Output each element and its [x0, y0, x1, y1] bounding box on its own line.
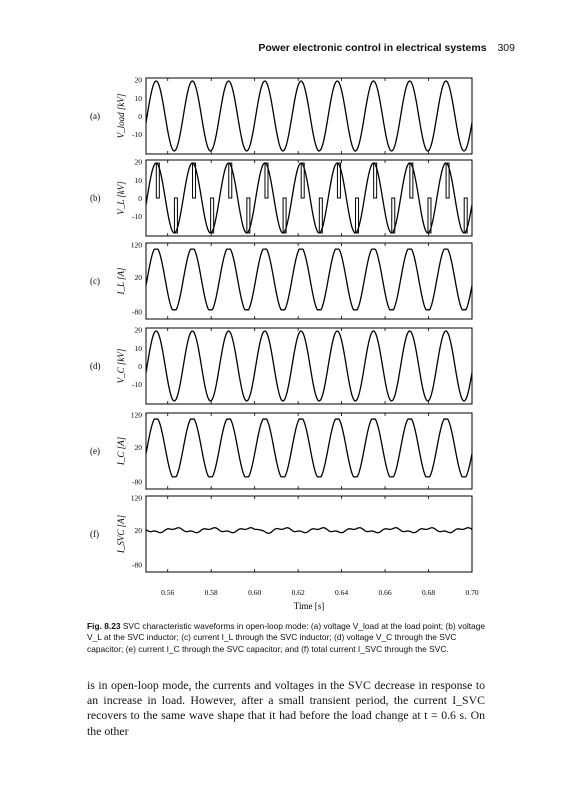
switching-pulse — [410, 163, 413, 198]
y-tick-label: 10 — [134, 343, 142, 353]
panel-tag: (c) — [90, 276, 100, 286]
y-tick-label: 120 — [130, 493, 142, 503]
y-tick-label: -10 — [132, 212, 142, 222]
switching-pulse — [193, 163, 196, 198]
y-tick-label: 20 — [134, 75, 142, 85]
y-tick-label: -80 — [132, 560, 142, 570]
switching-pulse — [464, 198, 467, 233]
y-tick-label: 20 — [134, 157, 142, 167]
switching-pulse — [428, 198, 431, 233]
panel-e — [90, 411, 472, 489]
time-axis — [161, 588, 479, 611]
y-tick-label: 20 — [134, 325, 142, 335]
panel-a — [90, 76, 472, 154]
x-tick-label: 0.66 — [378, 588, 392, 597]
y-tick-label: 10 — [134, 93, 142, 103]
y-tick-label: -10 — [132, 130, 142, 140]
switching-pulse — [229, 163, 232, 198]
x-tick-label: 0.60 — [248, 588, 262, 597]
figure-caption — [87, 621, 487, 655]
panel-tag: (d) — [90, 361, 101, 371]
switching-pulse — [319, 198, 322, 233]
switching-pulse — [174, 198, 177, 233]
page-number: 309 — [497, 42, 515, 54]
panel-frame — [146, 243, 472, 319]
x-tick-label: 0.70 — [465, 588, 479, 597]
y-tick-label: 120 — [130, 410, 142, 420]
y-axis-label: I_SVC [A] — [116, 514, 126, 554]
x-tick-label: 0.68 — [421, 588, 436, 597]
y-tick-label: 20 — [134, 273, 142, 283]
switching-pulse — [374, 163, 377, 198]
panel-tag: (f) — [90, 529, 99, 539]
waveform-trace — [146, 419, 472, 477]
panel-f — [90, 494, 472, 572]
y-axis-label: I_L [A] — [116, 267, 126, 295]
switching-pulse — [392, 198, 395, 233]
switching-pulse — [211, 198, 214, 233]
x-tick-label: 0.62 — [291, 588, 305, 597]
switching-pulse — [337, 163, 340, 198]
switching-pulse — [356, 198, 359, 233]
switching-pulse — [446, 163, 449, 198]
switching-pulse — [283, 198, 286, 233]
y-tick-label: 0 — [138, 362, 142, 371]
body-paragraph: is in open-loop mode, the currents and voltages in the SVC decrease in response to an increase in load. However, after a small transient period, the current I_SVC recovers to the same wave shape that it had before the load change at t = 0.6 s. On the other — [87, 678, 485, 738]
x-axis-label: Time [s] — [293, 601, 325, 611]
caption-text: SVC characteristic waveforms in open-loop mode: (a) voltage V_load at the load point; (b) voltage V_L at the SVC inductor; (c) current I_L through the SVC inductor; (d) voltage V_C through the SVC capacitor; (e) current I_C through the SVC capacitor; and (f) total current I_SVC through the SVC. — [87, 621, 486, 654]
panel-b — [90, 158, 472, 236]
panel-frame — [146, 413, 472, 489]
y-axis-label: V_C [kV] — [116, 348, 126, 384]
panel-tag: (a) — [90, 111, 100, 121]
y-tick-label: 0 — [138, 112, 142, 121]
y-tick-label: 120 — [130, 240, 142, 250]
caption-label: Fig. 8.23 — [87, 621, 121, 631]
panel-c — [90, 241, 472, 319]
y-tick-label: -80 — [132, 477, 142, 487]
switching-pulse — [156, 163, 159, 198]
y-tick-label: 20 — [134, 443, 142, 453]
y-tick-label: -80 — [132, 307, 142, 317]
y-axis-label: I_C [A] — [116, 436, 126, 466]
panel-tag: (e) — [90, 446, 100, 456]
y-tick-label: 0 — [138, 194, 142, 203]
y-tick-label: 20 — [134, 526, 142, 536]
waveform-trace — [146, 528, 472, 534]
switching-pulse — [301, 163, 304, 198]
x-tick-label: 0.56 — [161, 588, 175, 597]
y-axis-label: V_L [kV] — [116, 181, 126, 215]
x-tick-label: 0.64 — [335, 588, 349, 597]
panel-frame — [146, 496, 472, 572]
panel-tag: (b) — [90, 193, 101, 203]
y-tick-label: 10 — [134, 175, 142, 185]
x-tick-label: 0.58 — [204, 588, 218, 597]
y-axis-label: V_load [kV] — [116, 93, 126, 139]
switching-pulse — [247, 198, 250, 233]
waveform-trace — [146, 249, 472, 310]
panel-d — [90, 326, 472, 404]
switching-pulse — [265, 163, 268, 198]
y-tick-label: -10 — [132, 380, 142, 390]
waveform-trace — [146, 81, 472, 151]
running-title: Power electronic control in electrical systems — [258, 42, 487, 54]
waveform-trace — [146, 331, 472, 401]
